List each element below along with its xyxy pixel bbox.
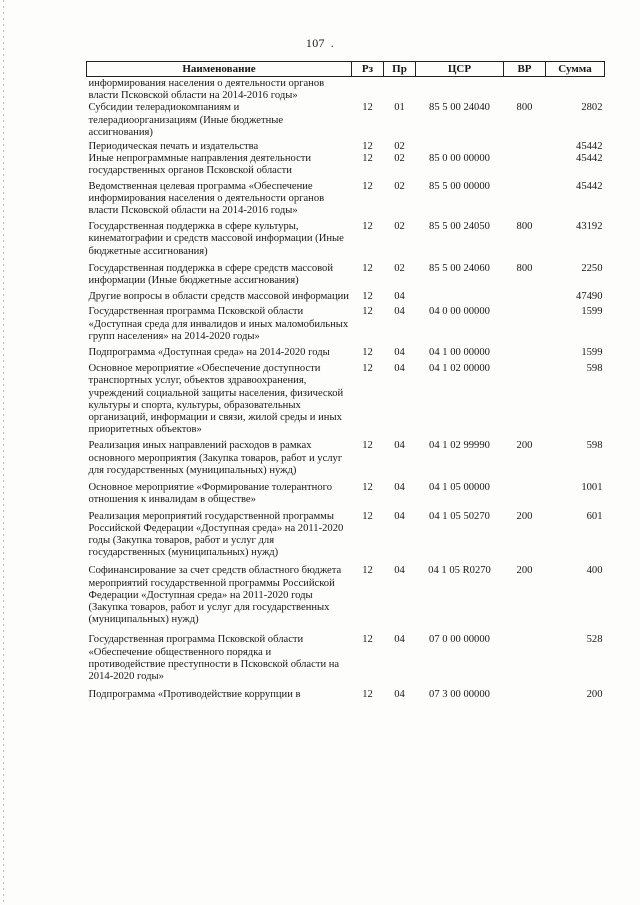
cell-pr: 04 (394, 363, 405, 375)
cell-pr: 04 (394, 306, 405, 318)
cell-vr (504, 477, 546, 506)
table-row (87, 343, 605, 359)
table-row (87, 303, 605, 343)
header-csr: ЦСР (416, 62, 504, 77)
cell-rz: 12 (362, 221, 373, 233)
table-row (87, 683, 605, 701)
cell-rz: 12 (362, 565, 373, 577)
cell-csr: 85 5 00 24040 (429, 102, 490, 114)
table-row (87, 217, 605, 258)
cell-csr: 04 1 00 00000 (429, 347, 490, 359)
cell-rz: 12 (362, 306, 373, 318)
table-row (87, 359, 605, 436)
cell-name: Субсидии телерадиокомпаниям и телерадиоорганизациям (Иные бюджетные ассигнования) (88, 102, 284, 138)
cell-pr: 04 (394, 510, 405, 522)
table-row (87, 559, 605, 626)
cell-vr (504, 139, 546, 153)
cell-csr: 85 5 00 00000 (429, 180, 490, 192)
page-number (0, 36, 640, 51)
cell-name: Другие вопросы в области средств массовой информации (88, 291, 349, 303)
cell-sum: 601 (586, 510, 603, 522)
cell-rz: 12 (362, 153, 373, 165)
cell-sum: 598 (586, 440, 603, 452)
table-row (87, 436, 605, 477)
cell-vr (504, 287, 546, 303)
cell-sum: 2802 (581, 102, 603, 114)
cell-name: Государственная программа Псковской области «Обеспечение общественного порядка и противодействие преступности в Псковской области на 2014-2020 годы» (88, 634, 340, 682)
cell-rz: 12 (362, 689, 373, 701)
cell-name: Подпрограмма «Доступная среда» на 2014-2020 годы (88, 347, 330, 359)
cell-vr (504, 178, 546, 218)
cell-name: Подпрограмма «Противодействие коррупции в (88, 689, 301, 701)
cell-vr (504, 359, 546, 436)
cell-sum: 45442 (576, 153, 603, 165)
cell-pr (384, 77, 416, 103)
cell-pr: 04 (394, 634, 405, 646)
table-row (87, 139, 605, 153)
cell-pr: 04 (394, 689, 405, 701)
table-row (87, 178, 605, 218)
cell-vr (504, 153, 546, 177)
cell-csr: 85 5 00 24050 (429, 221, 490, 233)
page-mark: . (330, 36, 335, 50)
cell-vr (504, 626, 546, 683)
table-body (87, 77, 605, 702)
table-row (87, 77, 605, 103)
cell-sum: 528 (586, 634, 603, 646)
scan-edge (3, 0, 4, 905)
cell-rz: 12 (362, 102, 373, 114)
cell-name: Реализация иных направлений расходов в рамках основного мероприятия (Закупка товаров, работ и услуг для государственных (муниципальных) нужд) (88, 440, 343, 476)
budget-table (86, 61, 605, 701)
cell-rz: 12 (362, 291, 373, 303)
cell-csr (416, 77, 504, 103)
cell-csr: 04 1 05 00000 (429, 482, 490, 494)
cell-vr (504, 77, 546, 103)
cell-rz: 12 (362, 262, 373, 274)
cell-sum (546, 77, 605, 103)
cell-pr: 02 (394, 141, 405, 153)
cell-rz: 12 (362, 510, 373, 522)
header-pr: Пр (384, 62, 416, 77)
cell-name: Основное мероприятие «Формирование толерантного отношения к инвалидам в обществе» (88, 482, 333, 506)
cell-sum: 1001 (581, 482, 603, 494)
cell-sum: 1599 (581, 347, 603, 359)
cell-rz: 12 (362, 347, 373, 359)
cell-vr (504, 683, 546, 701)
cell-pr: 02 (394, 153, 405, 165)
cell-sum: 43192 (576, 221, 603, 233)
cell-csr: 04 1 05 50270 (429, 510, 490, 522)
cell-csr (416, 139, 504, 153)
cell-vr: 800 (516, 102, 533, 114)
cell-sum: 47490 (576, 291, 603, 303)
cell-rz: 12 (362, 634, 373, 646)
cell-rz: 12 (362, 180, 373, 192)
table-row (87, 153, 605, 177)
cell-csr: 07 3 00 00000 (429, 689, 490, 701)
cell-name: Государственная поддержка в сфере культуры, кинематографии и средств массовой информации (Иные бюджетные ассигнования) (88, 221, 344, 257)
table-row (87, 507, 605, 560)
cell-name: Софинансирование за счет средств областного бюджета мероприятий государственной программы Российской Федерации «Доступная среда» на 2011-2020 годы (Закупка товаров, работ и услуг для государственных (муниципальных) нужд) (88, 565, 342, 626)
cell-rz: 12 (362, 141, 373, 153)
table-row (87, 102, 605, 139)
cell-rz: 12 (362, 482, 373, 494)
cell-pr: 01 (394, 102, 405, 114)
header-rz: Рз (352, 62, 384, 77)
cell-rz (352, 77, 384, 103)
cell-sum: 1599 (581, 306, 603, 318)
table-row (87, 287, 605, 303)
cell-csr: 07 0 00 00000 (429, 634, 490, 646)
cell-sum: 45442 (576, 180, 603, 192)
cell-csr: 85 0 00 00000 (429, 153, 490, 165)
cell-sum: 45442 (576, 141, 603, 153)
cell-pr: 04 (394, 482, 405, 494)
cell-name: Реализация мероприятий государственной программы Российской Федерации «Доступная среда» на 2011-2020 годы (Закупка товаров, работ и услуг для государственных (муниципальных) нужд) (88, 510, 344, 559)
cell-rz: 12 (362, 440, 373, 452)
cell-csr: 04 1 02 99990 (429, 440, 490, 452)
cell-name: информирования населения о деятельности органов власти Псковской области на 2014-2016 годы» (88, 78, 325, 102)
cell-csr (416, 287, 504, 303)
cell-pr: 04 (394, 565, 405, 577)
cell-name: Ведомственная целевая программа «Обеспечение информирования населения о деятельности органов власти Псковской области на 2014-2016 годы» (88, 180, 325, 217)
cell-name: Основное мероприятие «Обеспечение доступности транспортных услуг, объектов здравоохранения, учреждений социальной защиты населения, физической культуры и спорта, культуры, образовательных организаций, информации и связи, жилой среды и иных приоритетных объектов» (88, 363, 344, 436)
page-number-value: 107 (305, 36, 325, 50)
header-vr: ВР (504, 62, 546, 77)
cell-pr: 04 (394, 440, 405, 452)
cell-vr: 800 (516, 221, 533, 233)
table-row (87, 626, 605, 683)
cell-vr (504, 343, 546, 359)
table-row (87, 258, 605, 287)
cell-csr: 04 1 05 R0270 (428, 565, 491, 577)
cell-sum: 2250 (581, 262, 603, 274)
header-name: Наименование (87, 62, 352, 77)
cell-vr: 200 (516, 440, 533, 452)
cell-name: Государственная поддержка в сфере средств массовой информации (Иные бюджетные ассигнования) (88, 262, 334, 287)
header-sum: Сумма (546, 62, 605, 77)
cell-csr: 04 1 02 00000 (429, 363, 490, 375)
cell-rz: 12 (362, 363, 373, 375)
cell-csr: 04 0 00 00000 (429, 306, 490, 318)
table-header (87, 62, 605, 77)
cell-pr: 04 (394, 347, 405, 359)
cell-vr: 200 (516, 510, 533, 522)
cell-name: Периодическая печать и издательства (88, 141, 259, 153)
cell-name: Государственная программа Псковской области «Доступная среда для инвалидов и иных маломобильных групп населения» на 2014-2020 годы» (88, 306, 349, 342)
cell-vr: 800 (516, 262, 533, 274)
table-row (87, 477, 605, 506)
cell-pr: 02 (394, 221, 405, 233)
cell-sum: 400 (586, 565, 603, 577)
cell-vr (504, 303, 546, 343)
cell-sum: 598 (586, 363, 603, 375)
cell-sum: 200 (586, 689, 603, 701)
cell-name: Иные непрограммные направления деятельности государственных органов Псковской области (88, 153, 312, 177)
cell-pr: 02 (394, 180, 405, 192)
cell-pr: 04 (394, 291, 405, 303)
cell-pr: 02 (394, 262, 405, 274)
cell-vr: 200 (516, 565, 533, 577)
cell-csr: 85 5 00 24060 (429, 262, 490, 274)
